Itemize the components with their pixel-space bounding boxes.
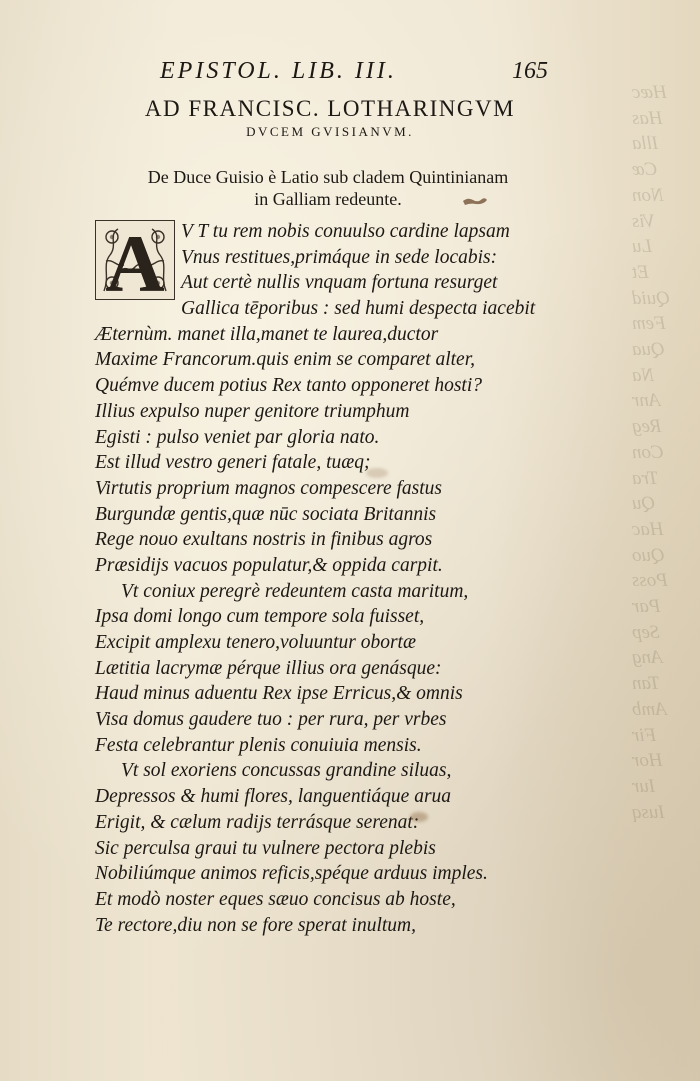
bleed-through-line: Par — [632, 596, 661, 618]
verse-line: Nobiliúmque animos reficis,spéque arduus imples. — [95, 863, 488, 885]
initial-letter: A — [105, 218, 165, 309]
bleed-through-line: Fem — [632, 313, 666, 335]
verse-line: Burgundæ gentis,quæ nūc sociata Britannis — [95, 503, 437, 525]
bleed-through-line: Tra — [632, 467, 659, 489]
verse-line: Præsidijs vacuos populatur,& oppida carpit. — [95, 554, 443, 576]
argument-line: De Duce Guisio è Latio sub cladem Quintinianam — [147, 167, 509, 187]
bleed-through-line: Iusq — [632, 801, 665, 823]
bleed-through-line: Non — [632, 184, 664, 206]
bleed-through-line: Et — [632, 261, 649, 283]
verse-line: Visa domus gaudere tuo : per rura, per vrbes — [95, 709, 447, 731]
verse-line: Quémve ducem potius Rex tanto opponeret hosti? — [95, 375, 483, 397]
verse-line: Vnus restitues,primáque in sede locabis: — [181, 246, 498, 268]
bleed-through-line: Poss — [632, 570, 668, 592]
poem-subtitle: DVCEM GVISIANVM. — [246, 124, 414, 139]
bleed-through-line: Anr — [632, 390, 661, 412]
argument-line: in Galliam redeunte. — [254, 189, 402, 209]
bleed-through-line: Hac — [632, 518, 664, 540]
bleed-through-line: Sep — [632, 621, 660, 643]
bleed-through-line: Hor — [632, 750, 663, 772]
verse-line: Gallica tēporibus : sed humi despecta iacebit — [181, 298, 536, 320]
bleed-through-line: Has — [632, 107, 663, 129]
verse-line: Rege nouo exultans nostris in finibus agros — [95, 529, 433, 551]
verse-line: Depressos & humi flores, languentiáque arua — [95, 786, 452, 808]
verse-line: Ipsa domi longo cum tempore sola fuisset, — [95, 606, 425, 628]
bleed-through-line: Qu — [632, 493, 656, 515]
verse-line: Sic perculsa graui tu vulnere pectora plebis — [95, 837, 436, 859]
verse-line: Erigit, & cælum radijs terrásque serenat: — [95, 811, 420, 833]
verse-line: Lætitia lacrymæ pérque illius ora genásque: — [95, 657, 442, 679]
page-number: 165 — [512, 58, 548, 84]
verse-line: Vt coniux peregrè redeuntem casta maritum, — [121, 580, 469, 602]
verse-line: Te rectore,diu non se fore sperat inultum, — [95, 914, 417, 936]
bleed-through-text — [632, 80, 700, 825]
running-head: EPISTOL. LIB. III. — [160, 58, 397, 84]
bleed-through-line: Vis — [632, 210, 655, 232]
bleed-through-line: Qua — [632, 339, 665, 361]
bleed-through-line: Con — [632, 441, 664, 463]
verse-line: Maxime Francorum.quis enim se comparet alter, — [95, 349, 476, 371]
verse-line: Egisti : pulso veniet par gloria nato. — [95, 426, 380, 448]
bleed-through-line: Reg — [632, 416, 662, 438]
paper-stain — [366, 468, 388, 478]
bleed-through-line: Hæc — [632, 82, 667, 103]
verse-line: Excipit amplexu tenero,voluuntur obortæ — [95, 632, 416, 653]
bleed-through-line: Ang — [632, 647, 663, 669]
poem-title: AD FRANCISC. LOTHARINGVM — [144, 96, 516, 121]
bleed-through-line: Illa — [632, 133, 659, 155]
verse-line: Vt sol exoriens concussas grandine siluas, — [121, 760, 452, 782]
bleed-through-line: Quid — [632, 287, 670, 309]
verse-line: Et modò noster eques sæuo concisus ab hoste, — [95, 888, 456, 910]
bleed-through-line: Na — [632, 364, 655, 386]
bleed-through-line: Iur — [632, 775, 656, 797]
verse-line: Aut certè nullis vnquam fortuna resurget — [181, 272, 498, 294]
ink-flourish-icon — [462, 195, 488, 209]
bleed-through-line: Lu — [632, 236, 653, 258]
verse-line: Festa celebrantur plenis conuiuia mensis. — [95, 734, 422, 756]
verse-line: Illius expulso nuper genitore triumphum — [95, 400, 410, 422]
verse-line: V T tu rem nobis conuulso cardine lapsam — [181, 221, 510, 242]
bleed-through-line: Amb — [632, 698, 667, 720]
bleed-through-line: Fir — [632, 724, 657, 746]
paper-stain — [410, 812, 428, 822]
verse-line: Virtutis proprium magnos compescere fastus — [95, 477, 443, 499]
verse-line: Haud minus aduentu Rex ipse Erricus,& omnis — [95, 683, 463, 705]
verse-line: Est illud vestro generi fatale, tuæq; — [95, 452, 371, 474]
bleed-through-line: Tan — [632, 673, 660, 695]
verse-line: Æternùm. manet illa,manet te laurea,ductor — [95, 323, 439, 345]
poem-body — [95, 219, 555, 938]
bleed-through-line: Cœ — [632, 159, 658, 181]
bleed-through-line: Quo — [632, 544, 665, 566]
